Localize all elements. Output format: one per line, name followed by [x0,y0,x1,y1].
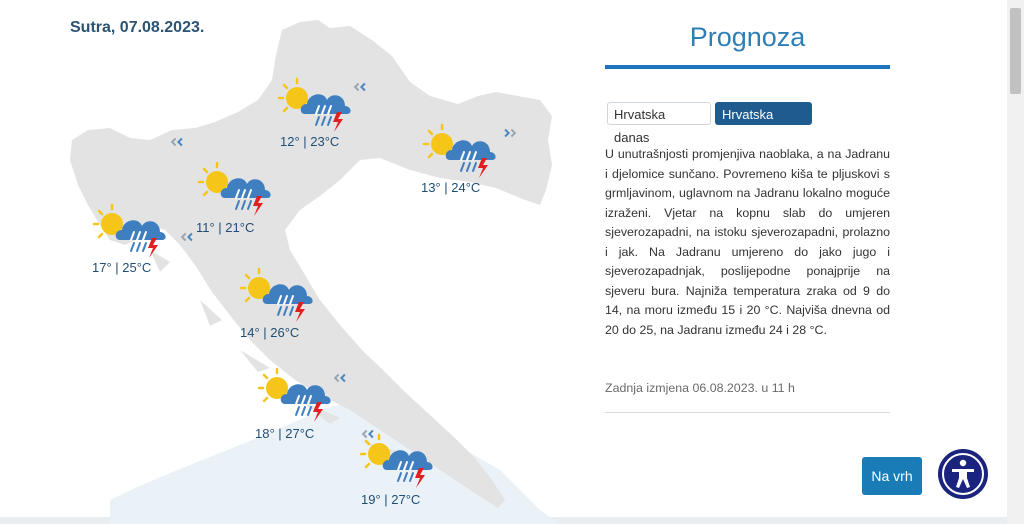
forecast-south-dalmatia[interactable] [352,428,462,518]
back-to-top-button[interactable]: Na vrh [862,457,922,495]
wind-arrow-icon [328,371,352,385]
sun-cloud-rain-thunder-icon [85,198,175,260]
last-updated: Zadnja izmjena 06.08.2023. u 11 h [605,381,795,395]
accessibility-icon[interactable] [937,448,989,500]
wind-arrow-icon [348,80,372,94]
forecast-description: U unutrašnjosti promjenjiva naoblaka, a na Jadranu i djelomice sunčano. Povremeno kiša te pljuskovi s grmljavinom, uglavnom na Jadranu lokalno moguće izraženi. Vjetar na kopnu slab do umjeren sjeverozapadni, na istoku sjeverozapadni, prolazno i jak. Na Jadranu umjereno do jako jugo i sjeverozapadnjak, poslijepodne ponajprije na sjeveru bura. Najniža temperatura zraka od 9 do 14, na moru između 15 i 20 °C. Najviša dnevna od 20 do 25, na Jadranu između 24 i 28 °C. [605,147,890,337]
tab-hrvatska-sutra[interactable]: Hrvatska sutra [715,102,812,125]
temperature-label: 14° | 26°C [240,325,300,340]
tab-hrvatska-danas[interactable]: Hrvatska danas [607,102,711,125]
temperature-label: 12° | 23°C [280,134,340,149]
forecast-lika[interactable] [190,156,300,246]
sun-cloud-rain-thunder-icon [415,118,505,180]
title-divider [605,65,890,69]
sun-cloud-rain-thunder-icon [190,156,280,218]
temperature-label: 18° | 27°C [255,426,315,441]
temperature-label: 11° | 21°C [196,220,255,235]
wind-arrow-icon [356,427,380,441]
sun-cloud-rain-thunder-icon [250,362,340,424]
panel-title: Prognoza [689,22,806,52]
wind-arrow-icon [498,126,522,140]
forecast-date: Sutra, 07.08.2023. [70,19,205,36]
forecast-istria[interactable] [85,198,195,288]
scrollbar-thumb[interactable] [1010,8,1021,94]
sun-cloud-rain-thunder-icon [270,72,360,134]
temperature-label: 13° | 24°C [421,180,481,195]
wind-arrow-icon [165,135,189,149]
sun-cloud-rain-thunder-icon [232,262,322,324]
temperature-label: 19° | 27°C [361,492,421,507]
temperature-label: 17° | 25°C [92,260,152,275]
forecast-north-dalmatia[interactable] [232,262,342,352]
panel-divider [605,412,890,413]
